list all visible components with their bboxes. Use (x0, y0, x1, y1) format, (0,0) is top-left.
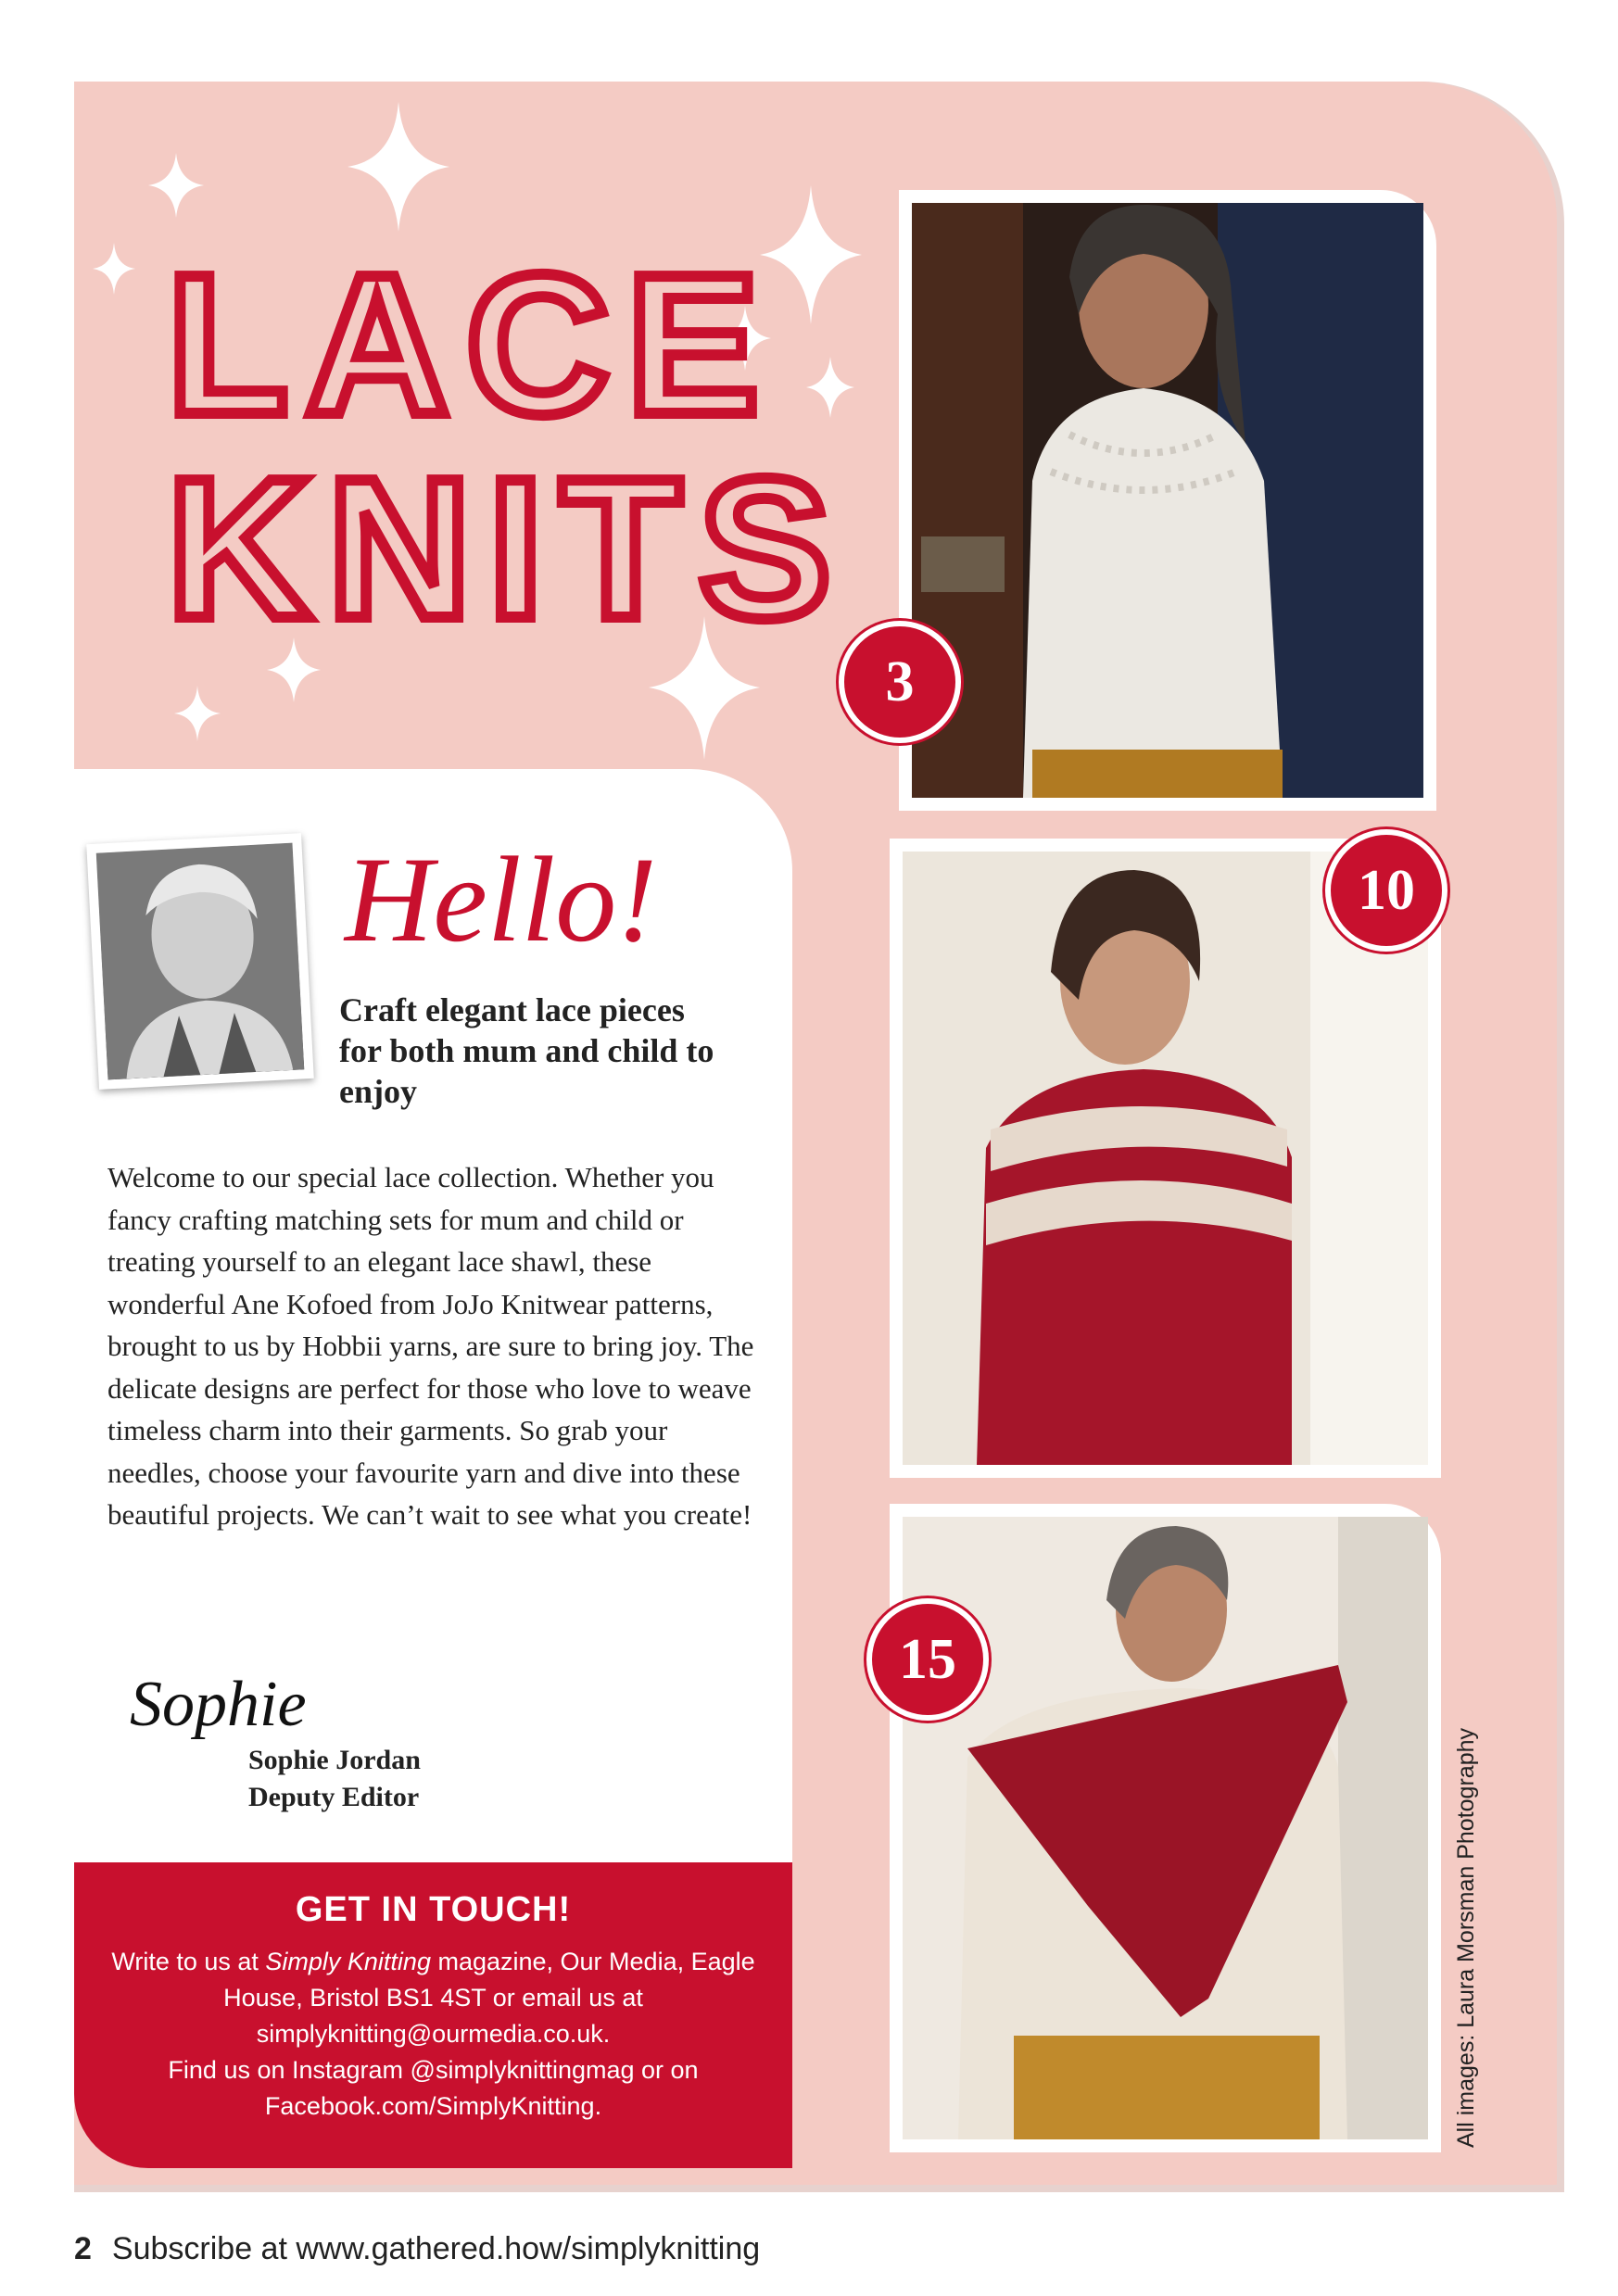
get-in-touch-heading: GET IN TOUCH! (295, 1890, 572, 1929)
photo-credit: All images: Laura Morsman Photography (1453, 1727, 1479, 2148)
sparkle-icon (93, 243, 135, 295)
intro-body: Welcome to our special lace collection. Whether you fancy crafting matching sets for mum and child or treating yourself to an elegant lace shawl, these wonderful Ane Kofoed from JoJo Knitwear patterns, brought to us by Hobbii yarns, are sure to bring joy. The delicate designs are perfect for those who love to weave timeless charm into their garments. So grab your needles, choose your favourite yarn and dive into these beautiful projects. We can’t wait to see what you create! (107, 1161, 754, 1531)
hello-subhead: Craft elegant lace pieces for both mum and child to enjoy (339, 991, 714, 1110)
sparkle-icon (148, 153, 204, 218)
hello-heading: Hello! (345, 831, 658, 967)
page-footer (74, 2231, 760, 2267)
page-number: 2 (74, 2231, 92, 2266)
page-badge-10: 10 (1325, 829, 1447, 952)
editor-signature: Sophie (130, 1669, 307, 1740)
photo-lace-shawl (903, 1517, 1428, 2139)
sparkle-icon (174, 686, 221, 741)
get-in-touch-body (111, 1944, 755, 2125)
contact-pre: Write to us at (111, 1948, 266, 1975)
contact-post: magazine, Our Media, Eagle House, Bristol BS1 4ST or email us at simplyknitting@ourmedia.co.uk. (223, 1948, 755, 2048)
sparkle-icon (348, 102, 449, 232)
page-badge-3: 3 (839, 621, 961, 743)
title-line-lace: LACE (167, 233, 777, 456)
editor-signoff (248, 1742, 421, 1816)
page-badge-15: 15 (866, 1598, 989, 1721)
subscribe-link[interactable]: Subscribe at www.gathered.how/simplyknitting (111, 2231, 761, 2266)
editor-role: Deputy Editor (248, 1782, 420, 1812)
sparkle-icon (806, 357, 854, 418)
photo-lace-sweater-red (903, 852, 1428, 1465)
get-in-touch-box (74, 1862, 792, 2168)
photo-frame-3 (890, 1504, 1441, 2152)
title-line-knits: KNITS (167, 436, 848, 660)
contact-magazine: Simply Knitting (265, 1948, 431, 1975)
editor-portrait (86, 833, 314, 1090)
editor-name: Sophie Jordan (248, 1745, 421, 1775)
photo-frame-1 (899, 190, 1436, 811)
photo-lace-sweater-white (912, 203, 1423, 798)
contact-social: Find us on Instagram @simplyknittingmag or on Facebook.com/SimplyKnitting. (168, 2056, 699, 2120)
